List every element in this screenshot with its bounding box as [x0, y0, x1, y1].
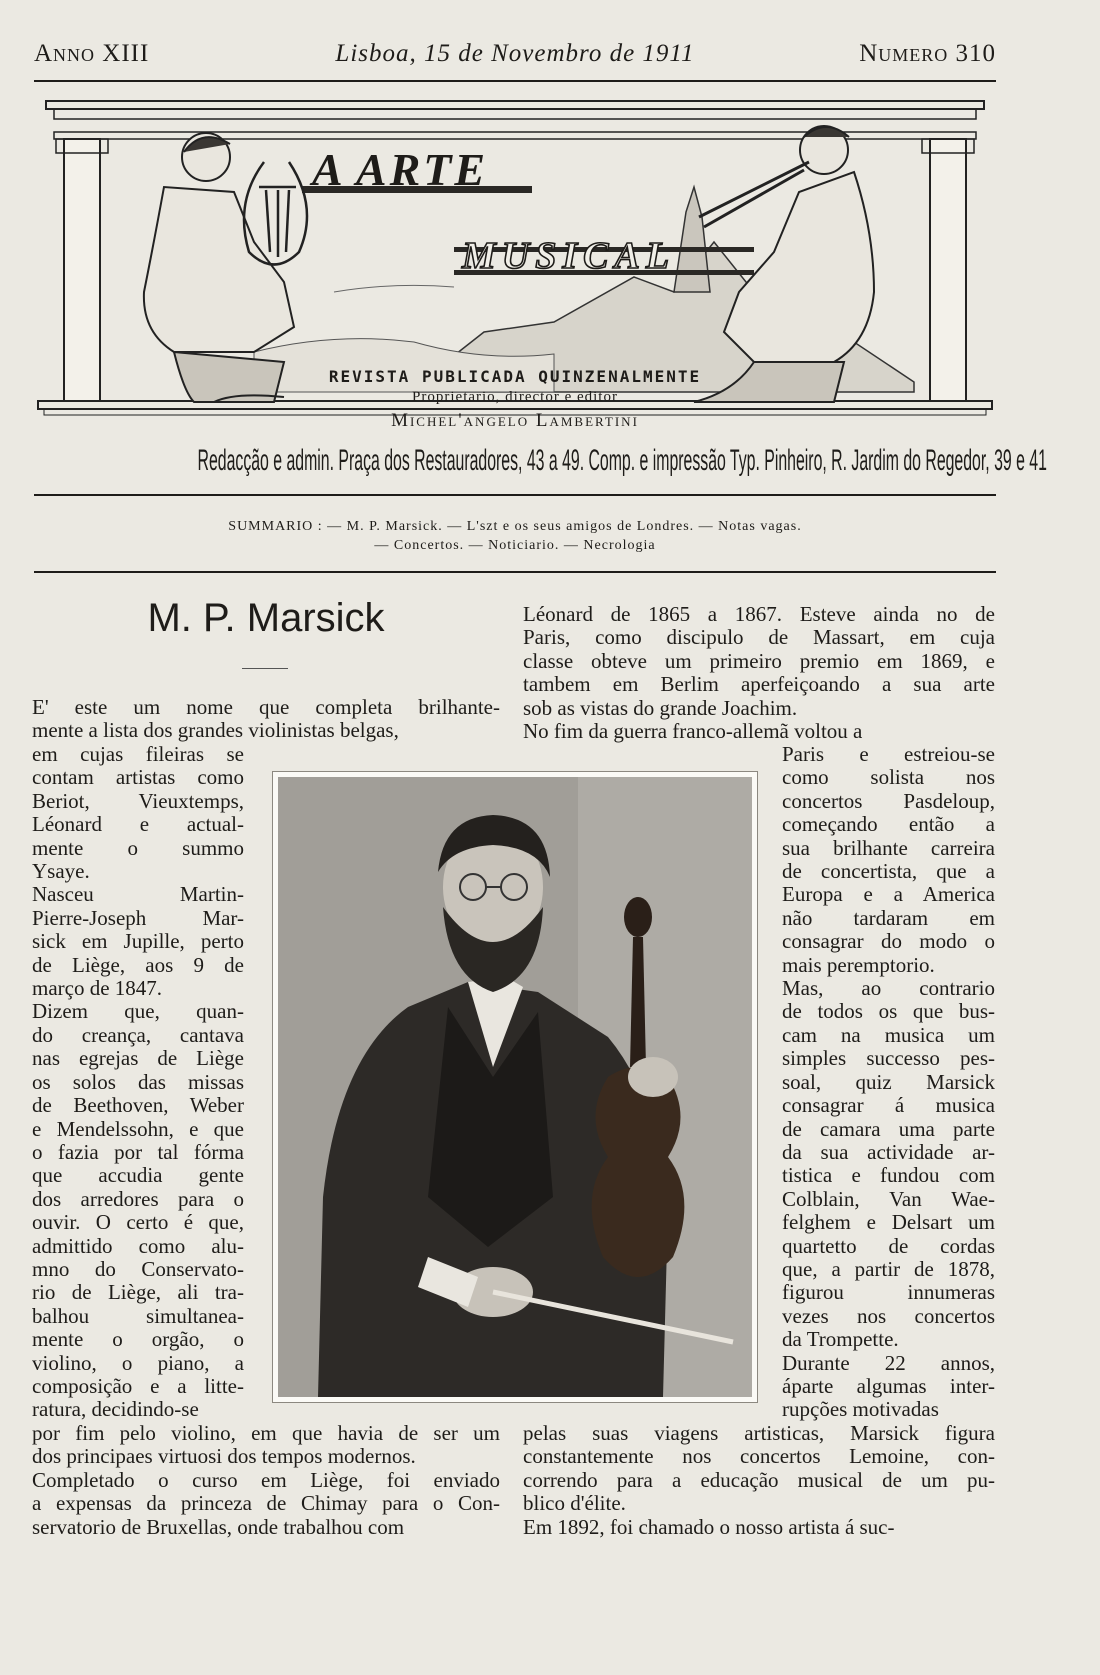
- text-line: não tardaram em: [782, 905, 995, 930]
- text-line: Pierre-Joseph Mar-: [32, 905, 244, 930]
- text-line: em cujas fileiras se: [32, 742, 244, 766]
- text-line: ouvir. O certo é que,: [32, 1210, 244, 1235]
- text-line: como solista nos: [782, 765, 995, 790]
- text-line: soal, quiz Marsick: [782, 1069, 995, 1094]
- text-line: composição e a litte-: [32, 1373, 244, 1398]
- text-line: E' este um nome que completa brilhante-: [32, 695, 500, 719]
- text-line: dos arredores para o: [32, 1186, 244, 1211]
- text-line: Completado o curso em Liège, foi enviado: [32, 1467, 500, 1492]
- text-line: rio de Liège, ali tra-: [32, 1280, 244, 1305]
- text-line: que accudia gente: [32, 1163, 244, 1188]
- text-line: servatorio de Bruxellas, onde trabalhou com: [32, 1514, 405, 1539]
- text-line: Léonard e actual-: [32, 812, 244, 837]
- left-column-bottom: [32, 1422, 500, 1539]
- summary-rule: [34, 571, 996, 573]
- text-line: de Beethoven, Weber: [32, 1093, 244, 1118]
- text-line: simples successo pes-: [782, 1046, 995, 1071]
- text-line: os solos das missas: [32, 1069, 244, 1094]
- text-line: áparte algumas inter-: [782, 1373, 995, 1398]
- text-line: classe obteve um primeiro premio em 1869, e: [523, 648, 995, 673]
- text-line: consagrar á musica: [782, 1093, 995, 1118]
- text-line: do creança, cantava: [32, 1022, 244, 1047]
- text-line: da sua actividade ar-: [782, 1139, 995, 1164]
- text-line: constantemente nos concertos Lemoine, con-: [523, 1444, 995, 1469]
- portrait-photo: [278, 777, 752, 1397]
- text-line: mais peremptorio.: [782, 952, 935, 977]
- text-line: Beriot, Vieuxtemps,: [32, 788, 244, 813]
- text-line: admittido como alu-: [32, 1233, 244, 1258]
- text-line: mente o orgão, o: [32, 1327, 244, 1352]
- text-line: sua brilhante carreira: [782, 835, 995, 860]
- text-line: pelas suas viagens artisticas, Marsick figura: [523, 1421, 995, 1445]
- text-line: que, a partir de 1878,: [782, 1256, 995, 1281]
- text-line: blico d'élite.: [523, 1491, 626, 1516]
- text-line: o fazia por tal fórma: [32, 1139, 244, 1164]
- text-line: da Trompette.: [782, 1327, 899, 1352]
- svg-text:MUSICAL: MUSICAL: [462, 235, 676, 277]
- violinist-portrait: [278, 777, 752, 1397]
- address-rule: [34, 494, 996, 496]
- left-column-narrow: [32, 743, 244, 1422]
- text-line: Léonard de 1865 a 1867. Esteve ainda no de: [523, 602, 995, 626]
- text-line: Paris e estreiou-se: [782, 742, 995, 766]
- text-line: cam na musica um: [782, 1022, 995, 1047]
- text-line: sob as vistas do grande Joachim.: [523, 695, 798, 720]
- summary-line-2: — Concertos. — Noticiario. — Necrologia: [374, 538, 656, 553]
- text-line: ratura, decidindo-se: [32, 1397, 199, 1422]
- issue-header: [34, 38, 996, 74]
- text-line: de concertista, que a: [782, 859, 995, 884]
- text-line: por fim pelo violino, em que havia de ser um: [32, 1421, 500, 1445]
- title-divider: [242, 668, 288, 669]
- header-rule: [34, 80, 996, 82]
- text-line: Colblain, Van Wae-: [782, 1186, 995, 1211]
- text-line: sick em Jupille, perto: [32, 929, 244, 954]
- text-line: Mas, ao contrario: [782, 976, 995, 1001]
- masthead-owner-line: Proprietario, director e editor: [412, 389, 618, 405]
- left-column-intro: [32, 696, 500, 743]
- text-line: Durante 22 annos,: [782, 1350, 995, 1375]
- text-line: março de 1847.: [32, 976, 163, 1001]
- address-line: [197, 443, 1047, 478]
- text-line: dos principaes virtuosi dos tempos modernos.: [32, 1444, 416, 1469]
- text-line: nas egrejas de Liège: [32, 1046, 244, 1071]
- summary-line-1: SUMMARIO : — M. P. Marsick. — L'szt e os seus amigos de Londres. — Notas vagas.: [228, 519, 802, 534]
- text-line: mente o summo: [32, 835, 244, 860]
- text-line: e Mendelssohn, e que: [32, 1116, 244, 1141]
- text-line: tambem em Berlim aperfeiçoando a sua arte: [523, 672, 995, 697]
- right-column-intro: [523, 603, 995, 743]
- text-line: a expensas da princeza de Chimay para o Con-: [32, 1491, 500, 1516]
- text-line: Ysaye.: [32, 859, 90, 884]
- address-text: Redacção e admin. Praça dos Restauradores, 43 a 49. Comp. e impressão Typ. Pinheiro, R. Jardim do Regedor, 39 e 41: [197, 443, 1047, 478]
- text-line: figurou innumeras: [782, 1280, 995, 1305]
- text-line: de camara uma parte: [782, 1116, 995, 1141]
- text-line: Em 1892, foi chamado o nosso artista á suc-: [523, 1514, 895, 1539]
- right-column-bottom: [523, 1422, 995, 1539]
- text-line: No fim da guerra franco-allemã voltou a: [523, 719, 863, 744]
- text-line: rupções motivadas: [782, 1397, 939, 1422]
- volume-label: Anno XIII: [34, 40, 150, 67]
- summary: [34, 517, 996, 555]
- text-line: mente a lista dos grandes violinistas belgas,: [32, 718, 399, 743]
- text-line: tistica e fundou com: [782, 1163, 995, 1188]
- text-line: de Liège, aos 9 de: [32, 952, 244, 977]
- text-line: Dizem que, quan-: [32, 999, 244, 1024]
- right-column-narrow: [782, 743, 995, 1422]
- text-line: Europa e a America: [782, 882, 995, 907]
- article-title: M. P. Marsick: [147, 596, 385, 640]
- text-line: vezes nos concertos: [782, 1303, 995, 1328]
- text-line: de todos os que bus-: [782, 999, 995, 1024]
- text-line: violino, o piano, a: [32, 1350, 244, 1375]
- text-line: quartetto de cordas: [782, 1233, 995, 1258]
- text-line: Paris, como discipulo de Massart, em cuja: [523, 625, 995, 650]
- text-line: consagrar do modo o: [782, 929, 995, 954]
- masthead-editor: Michel'angelo Lambertini: [391, 410, 639, 431]
- text-line: concertos Pasdeloup,: [782, 788, 995, 813]
- masthead-subtitle: REVISTA PUBLICADA QUINZENALMENTE: [328, 367, 702, 386]
- text-line: felghem e Delsart um: [782, 1210, 995, 1235]
- text-line: Nasceu Martin-: [32, 882, 244, 907]
- dateline: Lisboa, 15 de Novembro de 1911: [335, 40, 695, 67]
- text-line: balhou simultanea-: [32, 1303, 244, 1328]
- masthead: [34, 92, 996, 437]
- text-line: começando então a: [782, 812, 995, 837]
- issue-number: Numero 310: [859, 40, 996, 67]
- svg-text:A ARTE: A ARTE: [312, 144, 489, 195]
- text-line: contam artistas como: [32, 765, 244, 790]
- text-line: correndo para a educação musical de um pu-: [523, 1467, 995, 1492]
- text-line: mno do Conservato-: [32, 1256, 244, 1281]
